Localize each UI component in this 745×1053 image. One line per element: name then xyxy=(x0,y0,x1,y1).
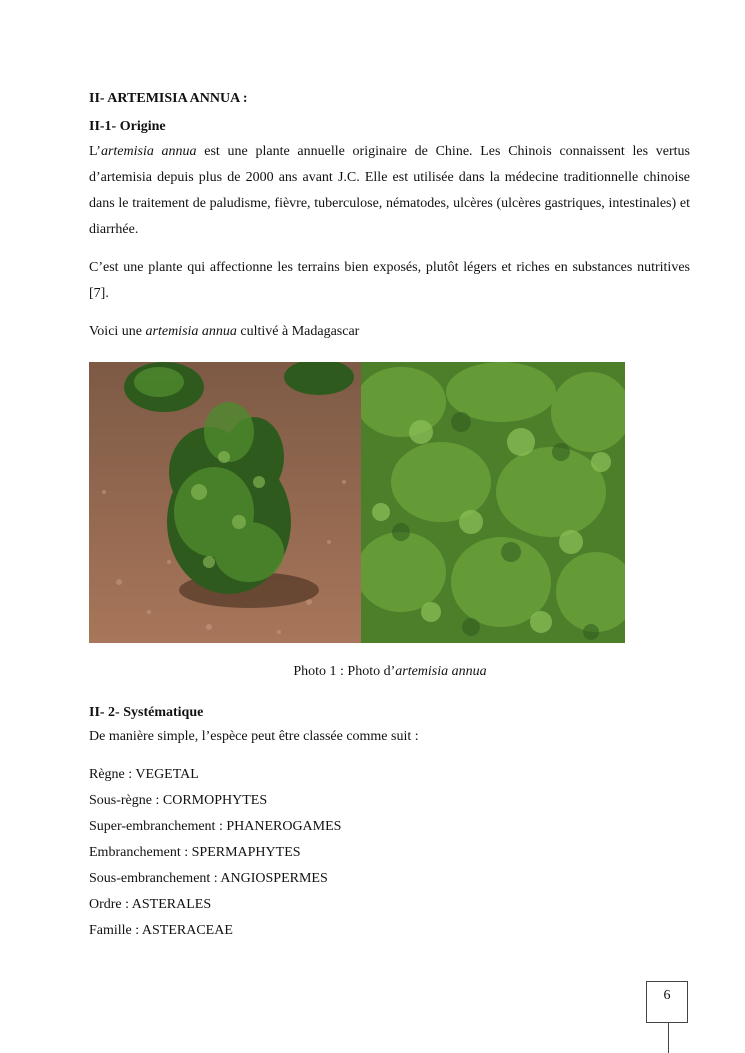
para1-rest: est une plante annuelle originaire de Chine. Les Chinois connaissent les vertus d’artemisia depuis plus de 2000 ans avant J.C. Elle est utilisée dans la médecine traditionnelle chinoise dans le traitement de paludisme, fièvre, tuberculose, nématodes, ulcères (ulcères gastriques, intestinales) et diarrhée. xyxy=(89,144,690,237)
rank-regne: Règne : VEGETAL xyxy=(89,767,199,782)
origine-heading: II-1- Origine xyxy=(89,119,166,134)
rank-sous-regne: Sous-règne : CORMOPHYTES xyxy=(89,793,268,808)
page-number-tick xyxy=(668,1023,669,1053)
rank-sous-embranchement: Sous-embranchement : ANGIOSPERMES xyxy=(89,871,328,886)
photo-caption xyxy=(0,664,745,680)
origine-paragraph-2: C’est une plante qui affectionne les terrains bien exposés, plutôt légers et riches en substances nutritives [7]. xyxy=(89,260,690,301)
photo-plant-in-soil xyxy=(89,362,361,643)
page-number: 6 xyxy=(646,981,688,1023)
caption-species: artemisia annua xyxy=(395,664,487,679)
intro-species: artemisia annua xyxy=(145,324,237,339)
intro-suffix: cultivé à Madagascar xyxy=(236,324,360,339)
plant-in-soil-image xyxy=(89,362,361,643)
rank-ordre: Ordre : ASTERALES xyxy=(89,897,212,912)
origine-paragraph-1 xyxy=(89,139,690,243)
systematique-heading: II- 2- Systématique xyxy=(89,705,204,720)
section-title: II- ARTEMISIA ANNUA : xyxy=(89,91,248,106)
para1-species: artemisia annua xyxy=(100,144,197,159)
artemisia-photos xyxy=(89,362,625,643)
systematique-intro: De manière simple, l’espèce peut être classée comme suit : xyxy=(89,729,419,744)
rank-famille: Famille : ASTERACEAE xyxy=(89,923,233,938)
rank-embranchement: Embranchement : SPERMAPHYTES xyxy=(89,845,301,860)
para1-prefix: L’ xyxy=(89,144,101,159)
foliage-closeup-image xyxy=(361,362,625,643)
caption-prefix: Photo 1 : Photo d’ xyxy=(293,664,396,679)
intro-prefix: Voici une xyxy=(89,324,146,339)
rank-super-embranchement: Super-embranchement : PHANEROGAMES xyxy=(89,819,342,834)
photo-intro xyxy=(89,324,359,340)
photo-foliage-closeup xyxy=(361,362,625,643)
